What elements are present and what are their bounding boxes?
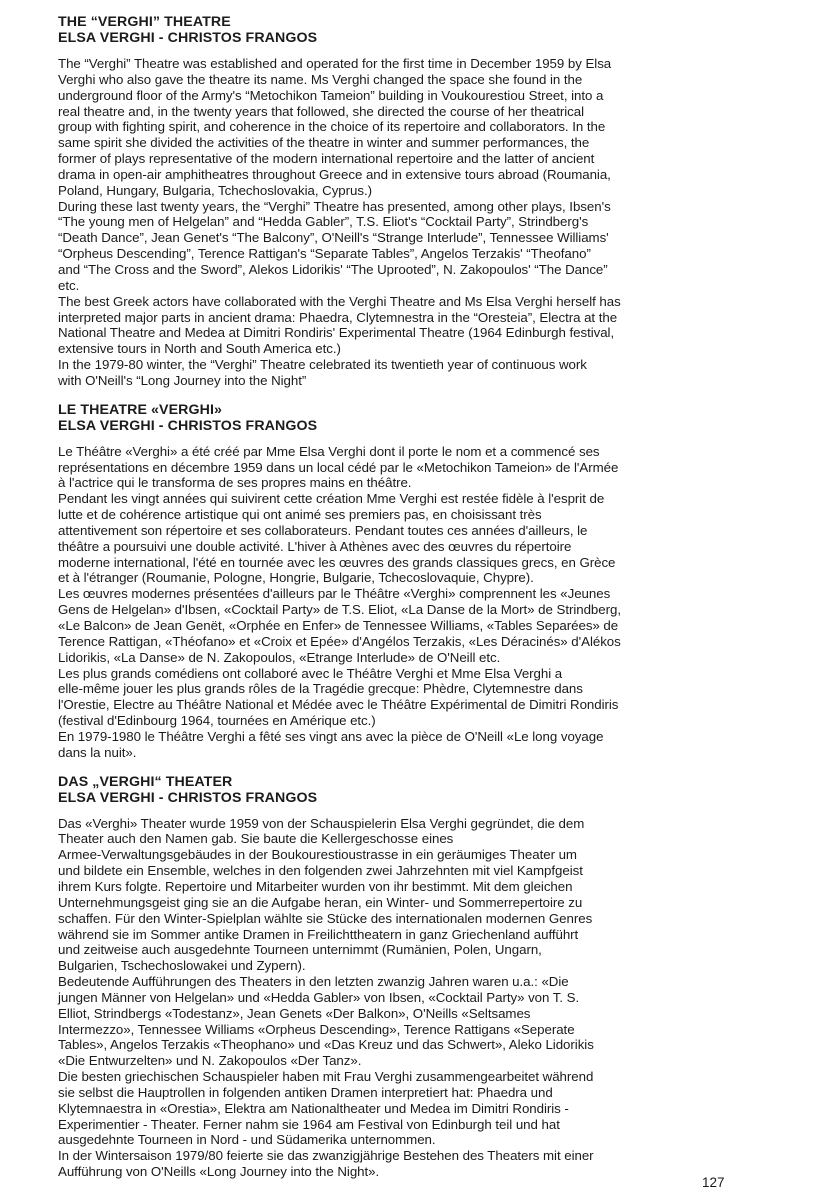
text-line: jungen Männer von Helgelan» und «Hedda Gabler» von Ibsen, «Cocktail Party» von T. S.: [58, 989, 580, 1005]
text-line: group with fighting spirit, and coherence in the choice of its repertoire and collaborators. In the: [58, 119, 606, 135]
heading-subtitle: ELSA VERGHI - CHRISTOS FRANGOS: [58, 417, 318, 434]
text-line: und bildete ein Ensemble, welches in den folgenden zwei Jahrzehnten mit viel Kampfgeist: [58, 863, 583, 879]
heading-subtitle: ELSA VERGHI - CHRISTOS FRANGOS: [58, 30, 318, 46]
text-line: former of plays representative of the modern international repertoire and the latter of ancient: [58, 151, 595, 167]
text-line: real theatre and, in the twenty years that followed, she directed the course of her theatrical: [58, 103, 585, 119]
text-line: In der Wintersaison 1979/80 feierte sie das zwanzigjährige Bestehen des Theaters mit einer: [58, 1148, 594, 1164]
heading-title: LE THEATRE «VERGHI»: [58, 401, 223, 418]
text-line: représentations en décembre 1959 dans un local cédé par le «Metochikon Tameion» de l'Armée: [58, 459, 619, 475]
text-line: Klytemnaestra in «Orestia», Elektra am Nationaltheater und Medea im Dimitri Rondiris -: [58, 1100, 569, 1116]
text-line: During these last twenty years, the “Verghi” Theatre has presented, among other plays, Ibsen's: [58, 198, 611, 214]
section-english: [58, 14, 730, 389]
text-line: Les œuvres modernes présentées d'ailleurs par le Théâtre «Verghi» comprennent les «Jeunes: [58, 586, 611, 602]
section-german: [58, 774, 730, 1180]
text-line: The “Verghi” Theatre was established and operated for the first time in December 1959 by Elsa: [58, 56, 612, 71]
text-line: Pendant les vingt années qui suivirent cette création Mme Verghi est restée fidèle à l'esprit de: [58, 491, 605, 507]
page-number: 127: [702, 1175, 725, 1190]
text-line: The best Greek actors have collaborated with the Verghi Theatre and Ms Elsa Verghi herself has: [58, 293, 621, 309]
text-line: ausgedehnte Tourneen in Nord - und Südamerika unternommen.: [58, 1132, 436, 1148]
text-line: Unternehmungsgeist ging sie an die Aufgabe heran, ein Winter- und Sommerrepertoire zu: [58, 894, 583, 910]
text-line: Le Théâtre «Verghi» a été créé par Mme Elsa Verghi dont il porte le nom et a commencé ses: [58, 443, 600, 459]
text-line: In the 1979-80 winter, the “Verghi” Theatre celebrated its twentieth year of continuous work: [58, 357, 587, 373]
heading-title: DAS „VERGHI“ THEATER: [58, 773, 233, 790]
text-line: etc.: [58, 277, 80, 293]
text-line: Tables», Angelos Terzakis «Theophano» und «Das Kreuz und das Schwert», Aleko Lidorikis: [58, 1037, 594, 1053]
text-line: à l'actrice qui le transforma de ses propres mains en théâtre.: [58, 475, 412, 491]
document-page: [58, 14, 730, 1193]
text-line: schaffen. Für den Winter-Spielplan wählte sie Stücke des internationalen modernen Genres: [58, 910, 593, 926]
text-line: lutte et de cohérence artistique qui ont animé ses premiers pas, en choisissant très: [58, 507, 542, 523]
text-line: et à l'étranger (Roumanie, Pologne, Hongrie, Bulgarie, Tchecoslovaquie, Chypre).: [58, 570, 534, 586]
text-line: Lidorikis, «La Danse» de N. Zakopoulos, «Etrange Interlude» de O'Neill etc.: [58, 649, 501, 665]
text-line: National Theatre and Medea at Dimitri Rondiris' Experimental Theatre (1964 Edinburgh festival,: [58, 325, 615, 341]
text-line: Die besten griechischen Schauspieler haben mit Frau Verghi zusammengearbeitet während: [58, 1069, 594, 1085]
text-line: extensive tours in North and South America etc.): [58, 341, 341, 357]
text-line: En 1979-1980 le Théâtre Verghi a fêté ses vingt ans avec la pièce de O'Neill «Le long voyage: [58, 728, 604, 744]
text-line: Armee-Verwaltungsgebäudes in der Boukourestioustrasse in ein geräumiges Theater um: [58, 847, 577, 863]
text-line: Elliot, Strindbergs «Todestanz», Jean Genets «Der Balkon», O'Neills «Seltsames: [58, 1005, 531, 1021]
text-line: Terence Rattigan, «Théofano» et «Croix et Epée» d'Angélos Terzakis, «Les Déracinés» d'Alékos: [58, 633, 621, 649]
section-body: [58, 444, 730, 761]
section-body: [58, 816, 730, 1180]
text-line: théâtre a poursuivi une double activité. L'hiver à Athènes avec des œuvres du répertoire: [58, 538, 572, 554]
text-line: und zeitweise auch ausgedehnte Tourneen unternimmt (Rumänien, Polen, Ungarn,: [58, 942, 542, 958]
text-line: Gens de Helgelan» d'Ibsen, «Cocktail Party» de T.S. Eliot, «La Danse de la Mort» de Strindberg,: [58, 602, 621, 618]
text-line: Verghi who also gave the theatre its name. Ms Verghi changed the space she found in the: [58, 71, 583, 87]
text-line: während sie im Sommer antike Dramen in Freilichttheatern in ganz Griechenland aufführt: [58, 926, 579, 942]
text-line: Das «Verghi» Theater wurde 1959 von der Schauspielerin Elsa Verghi gegründet, die dem: [58, 815, 585, 831]
text-line: elle-même jouer les plus grands rôles de la Tragédie grecque: Phèdre, Clytemnestre dans: [58, 681, 583, 697]
text-line: attentivement son répertoire et ses collaborateurs. Pendant toutes ces années d'ailleurs, le: [58, 522, 588, 538]
text-line: “The young men of Helgelan” and “Hedda Gabler”, T.S. Eliot's “Cocktail Party”, Strindberg's: [58, 214, 589, 230]
text-line: and “The Cross and the Sword”, Alekos Lidorikis' “The Uprooted”, N. Zakopoulos' “The Dance”: [58, 261, 608, 277]
text-line: Bedeutende Aufführungen des Theaters in den letzten zwanzig Jahren waren u.a.: «Die: [58, 974, 569, 990]
text-line: underground floor of the Army's “Metochikon Tameion” building in Voukourestiou Street, into a: [58, 87, 604, 103]
text-line: drama in open-air amphitheatres throughout Greece and in extensive tours abroad (Roumania,: [58, 166, 611, 182]
text-line: Theater auch den Namen gab. Sie baute die Kellergeschosse eines: [58, 831, 454, 847]
text-line: with O'Neill's “Long Journey into the Night”: [58, 372, 307, 388]
heading-subtitle: ELSA VERGHI - CHRISTOS FRANGOS: [58, 789, 318, 806]
text-line: Aufführung von O'Neills «Long Journey into the Night».: [58, 1164, 380, 1180]
text-line: dans la nuit».: [58, 744, 137, 760]
text-line: Poland, Hungary, Bulgaria, Tchechoslovakia, Cyprus.): [58, 182, 372, 198]
text-line: (festival d'Edinbourg 1964, tournées en Amérique etc.): [58, 713, 376, 729]
text-line: sie selbst die Hauptrollen in folgenden antiken Dramen interpretiert hat: Phaedra und: [58, 1084, 553, 1100]
text-line: interpreted major parts in ancient drama: Phaedra, Clytemnestra in the “Oresteia”, Electra at the: [58, 309, 618, 325]
text-line: Les plus grands comédiens ont collaboré avec le Théâtre Verghi et Mme Elsa Verghi a: [58, 665, 563, 681]
section-body: [58, 56, 730, 389]
text-line: «Le Balcon» de Jean Genët, «Orphée en Enfer» de Tennessee Williams, «Tables Separées» de: [58, 618, 619, 633]
section-french: [58, 402, 730, 761]
section-heading: [58, 774, 730, 806]
text-line: Bulgarien, Tschechoslowakei und Zypern).: [58, 958, 306, 974]
text-line: moderne international, l'été en tournée avec les œuvres des grands classiques grecs, en Grèce: [58, 554, 616, 570]
text-line: Intermezzo», Tennessee Williams «Orpheus Descending», Terence Rattigans «Seperate: [58, 1021, 575, 1037]
section-heading: [58, 402, 730, 434]
text-line: «Die Entwurzelten» und N. Zakopoulos «Der Tanz».: [58, 1053, 362, 1069]
text-line: “Orpheus Descending”, Terence Rattigan's “Separate Tables”, Angelos Terzakis' “Theofano”: [58, 246, 591, 262]
text-line: same spirit she divided the activities of the theatre in winter and summer performances, the: [58, 135, 590, 151]
heading-title: THE “VERGHI” THEATRE: [58, 14, 231, 30]
text-line: Experimentier - Theater. Ferner nahm sie 1964 am Festival von Edinburgh teil und hat: [58, 1116, 560, 1132]
text-line: “Death Dance”, Jean Genet's “The Balcony”, O'Neill's “Strange Interlude”, Tennessee Williams': [58, 230, 609, 246]
text-line: l'Orestie, Electre au Théâtre National et Médée avec le Théâtre Expérimental de Dimitri Rondiris: [58, 697, 619, 713]
section-heading: [58, 14, 730, 46]
text-line: ihrem Kurs folgte. Repertoire und Mitarbeiter wurden von ihr bestimmt. Mit dem gleichen: [58, 878, 573, 894]
